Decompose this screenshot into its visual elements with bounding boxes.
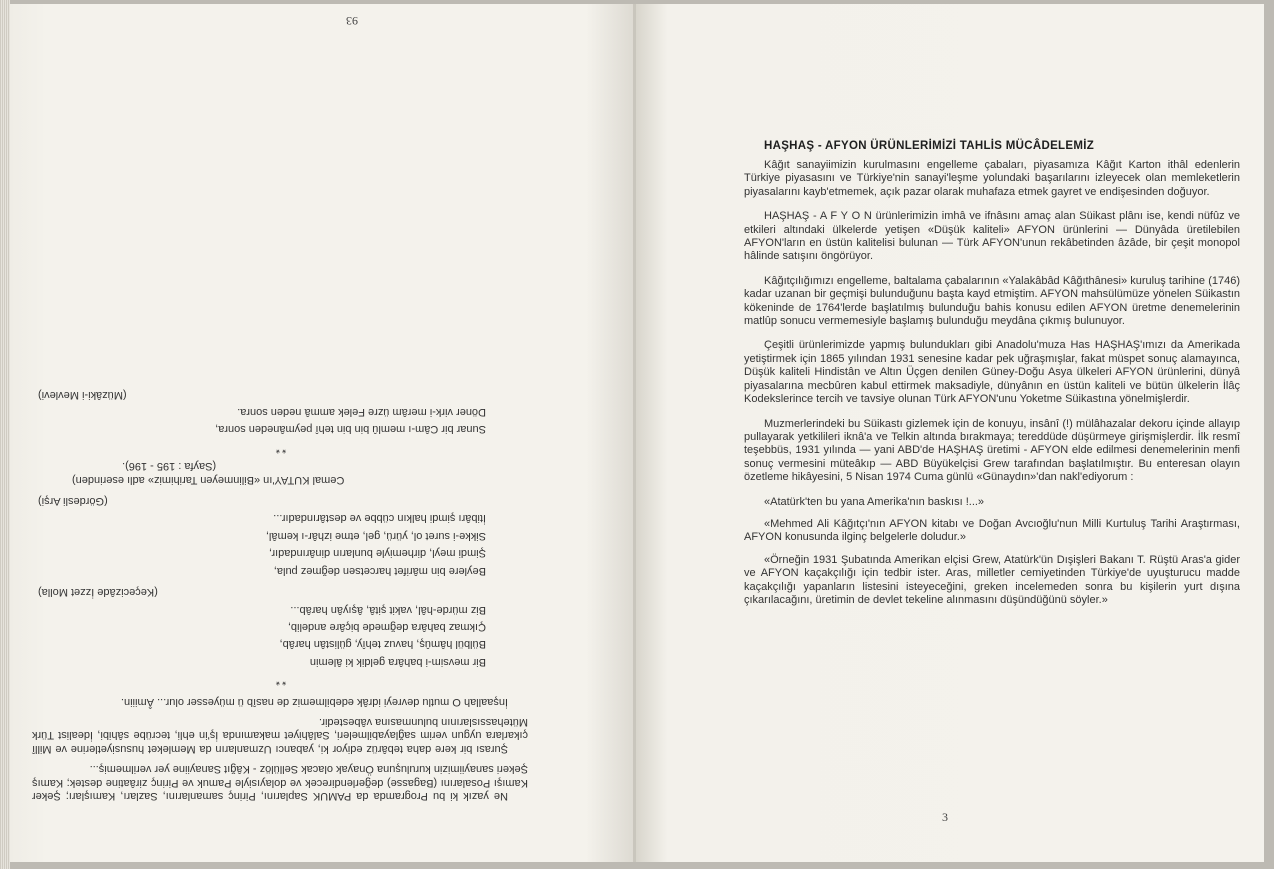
verse-line: Sikke-i suret ol, yürü, gel, etme izhâr-ı kemâl, [265, 529, 486, 542]
verse-line: Bülbül hâmûş, havuz tehîy, gülistân harâb, [279, 638, 486, 651]
verse-line: Beylere bin mârifet harcetsen değmez pula, [273, 564, 486, 577]
paragraph: İnşaallah O mutlu devreyi idrâk edebilmemiz de nasîb ü müyesser olur... Âmiiin. [120, 695, 508, 708]
verse-line: Sunar bir Câm-ı memlû bin bin tehî peymâneden sonra, [215, 423, 486, 436]
right-page [636, 4, 1264, 862]
paragraph: HAŞHAŞ - A F Y O N ürünlerimizin imhâ ve ifnâsını amaç alan Süikast plânı ise, kendi nüfûz ve etkileri altındaki ülkelerde yetişen «Düşük kaliteli» AFYON ürünlerini — Dünyâda üretilebilen AFYON'ların en üstün kalitelisi bulunan — Türk AFYON'unun rekâbetinden âzâde, bir çeşit monopol hâlinde satışını öngörüyor. [744, 210, 1240, 263]
source-page-range: (Sayfa : 195 - 196). [122, 460, 217, 473]
separator-stars: ** [273, 442, 287, 455]
separator-stars: ** [273, 675, 287, 688]
right-page-number: 3 [942, 810, 948, 824]
verse-line: Çıkmaz bahâra değmede biçâre andelib, [287, 620, 486, 633]
chapter-title: HAŞHAŞ - AFYON ÜRÜNLERİMİZİ TAHLİS MÜCÂDELEMİZ [764, 140, 1095, 152]
verse-attribution: (Keçecizâde İzzet Molla) [38, 586, 158, 599]
page-edges [0, 0, 10, 869]
verse-line: Şimdi meyl, dirhemiyle bunların dinârındadır, [268, 547, 486, 560]
verse-line: Döner virk-i merâm üzre Felek ammâ neden sonra. [237, 406, 486, 419]
verse-attribution: (Müzâki-i Mevlevi) [38, 388, 127, 401]
quote-paragraph: «Mehmed Ali Kâğıtçı'nın AFYON kitabı ve Doğan Avcıoğlu'nun Milli Kurtuluş Tarihi Araştırması, AFYON konusunda ilginç belgelerle doludur.» [744, 517, 1240, 544]
paragraph: Muzmerlerindeki bu Süikastı gizlemek için de konuyu, insânî (!) mülâhazalar dekoru içinde allayıp pullayarak yetkilileri iknâ'a ve Telkin altında bırakmaya; tereddüde düşürmeye girişmişlerdir. İlk resmî teşebbüs, 1931 yılında — yani ABD'de HAŞHAŞ üretimi - AFYON elde edilmesi denemelerinin menfi sonuç vermesini müteâkıp — ABD Büyükelçisi Grew tarafından başlatılmıştır. Bu enteresan olayın özetleme hikâyesini, 5 Nisan 1974 Cuma günlü «Günaydın»'dan nakl'ediyorum : [744, 417, 1240, 484]
paragraph: Şurası bir kere daha tebârüz ediyor ki, yabancı Uzmanların da Memleket hususiyetlerine ve Millî çıkarlara uygun verim sağlayabilmeleri, Salâhiyet makamında İş'in ehli, tecrübe sâhibi, İdealist Türk Mütehassıslarının bulunmasına vâbestedir. [32, 715, 528, 755]
paragraph: Çeşitli ürünlerimizde yapmış bulundukları gibi Anadolu'muza Has HAŞHAŞ'ımızı da Amerikada yetiştirmek için 1865 yılından 1931 senesine kadar pek uğraşmışlar, fakat müspet sonuç alamayınca, Düşük kaliteli Hindistân ve Altın Üçgen denilen Güney-Doğu Asya ülkeleri AFYON ürünlerini, dünyâ piyasalarına mecbûren kabul ettirmek maksadiyle, dünyânın en üstün kaliteli ve bütün ülkelerin İlâç Kodekslerince tercih ve tavsiye olunan Türk AFYON'unu Yoketme Süikastına yönelmişlerdir. [744, 339, 1240, 406]
left-page [10, 4, 636, 862]
verse-line: Biz mürde-hâl, vakit şitâ, âşıyân harâb... [290, 603, 486, 616]
quote-paragraph: «Atatürk'ten bu yana Amerika'nın baskısı !...» [764, 495, 985, 508]
verse-attribution: (Gördesli Arşi) [38, 495, 108, 508]
right-page-body [744, 159, 1240, 616]
paragraph: Ne yazık ki bu Programda da PAMUK Saplarını, Pirinç samanlarını, Sazları, Kamışları; Şeker Kamışı Posalarını (Bagasse) değerlendirecek ve dolayısiyle Pamuk ve Pirinç zirâatine destek; Kamış Şekeri sanayiimizin kuruluşuna Önayak olacak Sellülöz - Kâğıt Sanayiine yer verilmemiş... [32, 763, 528, 802]
source-citation: Cemal KUTAY'ın «Bilinmeyen Tarihimiz» adlı eserinden) [72, 473, 345, 486]
left-page-upside-down-content [10, 4, 636, 862]
paragraph: Kâğıtçılığımızı engelleme, baltalama çabalarının «Yalakâbâd Kâğıthânesi» kuruluş tarihine (1746) kadar uzanan bir geçmişi bulunduğunu başta kayd etmiştim. AFYON mahsülümüze yönelen Süikastın kökeninde de 1764'lerde başlatılmış bulunduğu bahis konusu edilen AFYON üretme denemelerinin matlûp sonucu vermemesiyle başlamış bulunduğu meydâna çıkmış bulunuyor. [744, 274, 1240, 328]
left-page-number: 93 [346, 14, 358, 28]
verse-line: İtibârı şimdi halkın cübbe ve destârındadır... [273, 512, 486, 525]
verse-line: Bir mevsim-i bahâra geldik ki âlemin [309, 655, 486, 668]
paragraph: Kâğıt sanayiimizin kurulmasını engelleme çabaları, piyasamıza Kâğıt Karton ithâl edenlerin Türkiye piyasasını ve Türkiye'nin sanayi'leşme yolundaki başarılarını izleyecek olan memleketlerin piyasalarını kayb'etmemek, açık pazar olarak muhafaza etmek gayret ve endişesinden doğuyor. [744, 159, 1240, 198]
quote-paragraph: «Örneğin 1931 Şubatında Amerikan elçisi Grew, Atatürk'ün Dışişleri Bakanı T. Rüştü Aras'a gider ve AFYON kaçakçılığı için tedbir ister. Aras, milletler cemiyetinden Türkiye'de uyuşturucu madde kaçakçılığı yapanların listesini isteyeceğini, greken incelemeden sonra bu kişilerin yurt dışına çıkarılacağını, üretimin de devlet tekeline alınmasını düşündüğünü söyler.» [744, 553, 1240, 606]
left-page-body [32, 379, 528, 802]
